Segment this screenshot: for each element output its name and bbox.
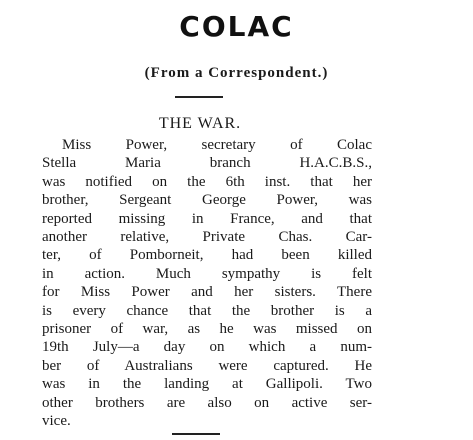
body-line: 19th July—a day on which a num- [42,339,372,356]
body-line: another relative, Private Chas. Car- [42,229,372,246]
body-line: brother, Sergeant George Power, was [42,192,372,209]
body-line: was notified on the 6th inst. that her [42,173,372,190]
body-line: ter, of Pomborneit, had been killed [42,247,372,264]
separator-rule-top [175,96,223,98]
body-line: vice. [42,413,71,430]
separator-rule-bottom [172,433,220,435]
body-line: ber of Australians were captured. He [42,357,372,374]
body-line: reported missing in France, and that [42,210,372,227]
headline: COLAC [179,10,294,43]
body-line: Miss Power, secretary of Colac [62,137,372,153]
byline: (From a Correspondent.) [144,65,329,81]
body-line: in action. Much sympathy is felt [42,265,372,282]
article-body [42,136,372,431]
body-line: Stella Maria branch H.A.C.B.S., [42,155,372,172]
body-line: other brothers are also on active ser- [42,394,372,411]
body-line: prisoner of war, as he was missed on [42,321,372,338]
body-line: was in the landing at Gallipoli. Two [42,376,372,393]
body-line: is every chance that the brother is a [42,302,372,319]
subheading: THE WAR. [158,115,242,132]
body-line: for Miss Power and her sisters. There [42,284,372,301]
